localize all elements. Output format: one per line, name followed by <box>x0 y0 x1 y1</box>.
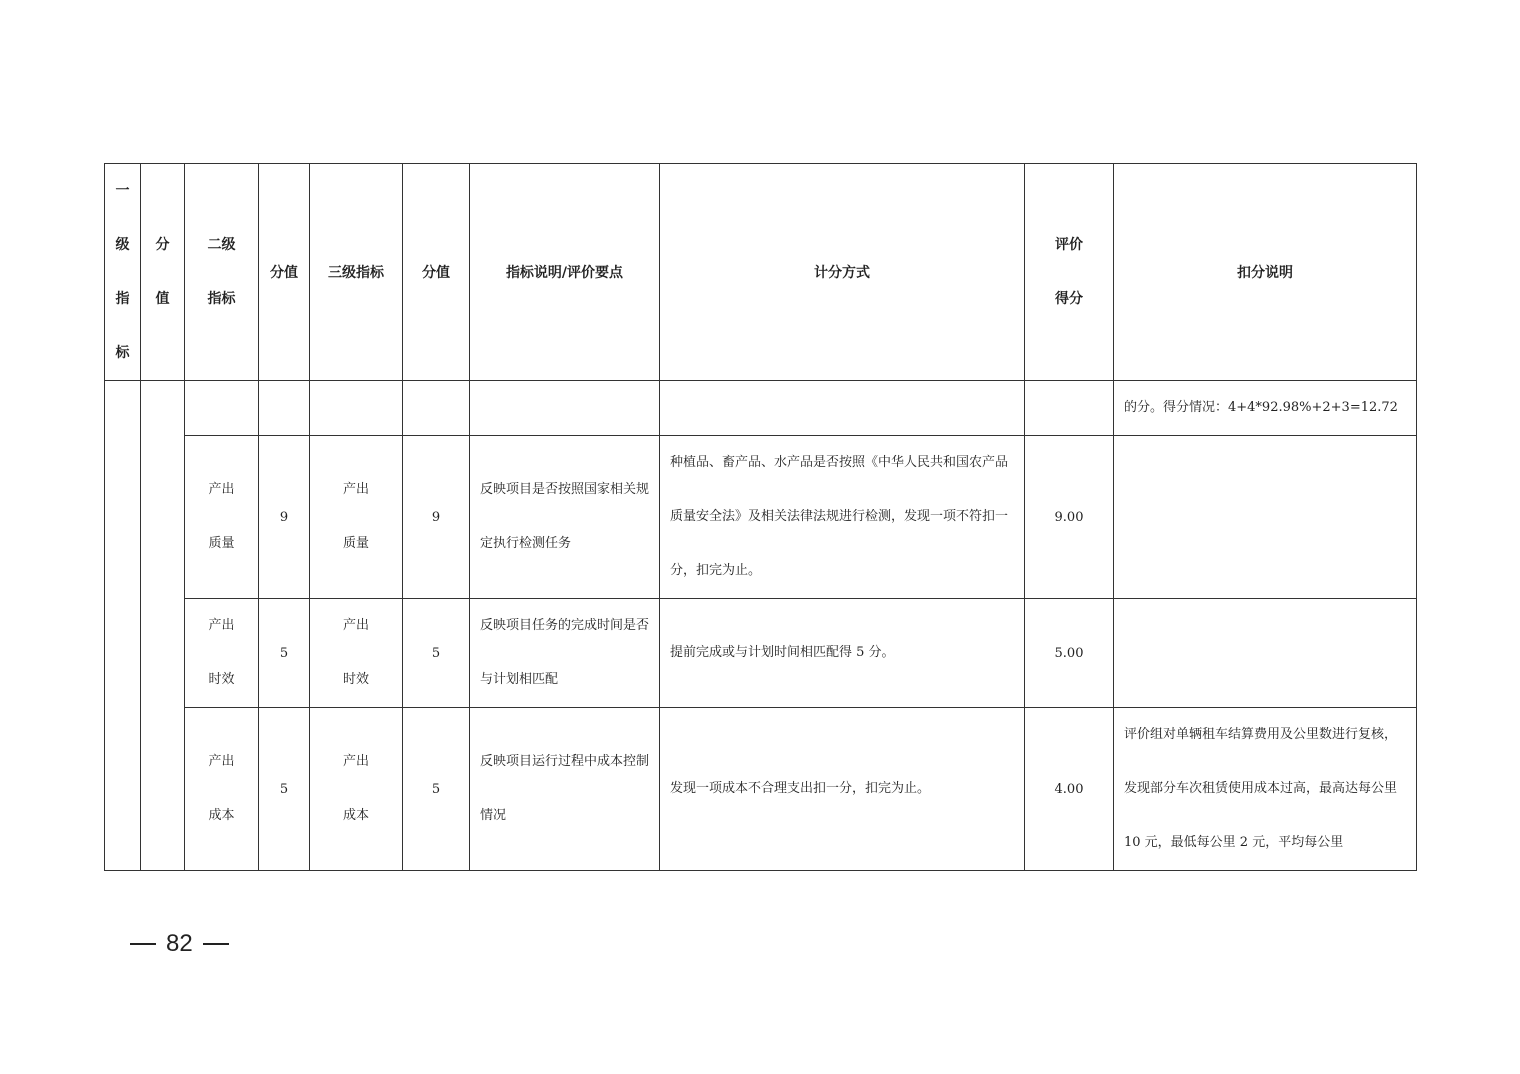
header-level3: 三级指标 <box>310 164 403 381</box>
deduction-cell <box>1114 599 1417 708</box>
level3-cell: 产出 时效 <box>310 599 403 708</box>
header-method: 计分方式 <box>660 164 1025 381</box>
page-number-left-dash <box>130 943 156 945</box>
level3-cell <box>310 381 403 436</box>
score2-cell <box>259 381 310 436</box>
score2-cell: 9 <box>259 436 310 599</box>
level3-cell: 产出 质量 <box>310 436 403 599</box>
method-cell: 发现一项成本不合理支出扣一分，扣完为止。 <box>660 708 1025 871</box>
score3-cell: 5 <box>403 708 470 871</box>
score3-cell: 9 <box>403 436 470 599</box>
level2-cell: 产出 质量 <box>185 436 259 599</box>
header-score2: 分值 <box>259 164 310 381</box>
deduction-cell: 评价组对单辆租车结算费用及公里数进行复核，发现部分车次租赁使用成本过高，最高达每公里 10 元，最低每公里 2 元，平均每公里 <box>1114 708 1417 871</box>
score3-cell: 5 <box>403 599 470 708</box>
level2-cell: 产出 时效 <box>185 599 259 708</box>
evaluation-table-page <box>104 163 1416 865</box>
evaluation-cell: 4.00 <box>1025 708 1114 871</box>
table-row <box>105 599 1417 708</box>
score1-cell <box>141 381 185 871</box>
performance-evaluation-table <box>104 163 1417 871</box>
level2-cell: 产出 成本 <box>185 708 259 871</box>
header-level2: 二级指标 <box>185 164 259 381</box>
header-score1: 分值 <box>141 164 185 381</box>
table-row <box>105 436 1417 599</box>
header-evaluation: 评价得分 <box>1025 164 1114 381</box>
method-cell <box>660 381 1025 436</box>
header-level1: 一级指标 <box>105 164 141 381</box>
level1-cell <box>105 381 141 871</box>
deduction-cell: 的分。得分情况：4+4*92.98%+2+3=12.72 <box>1114 381 1417 436</box>
evaluation-cell: 9.00 <box>1025 436 1114 599</box>
score2-cell: 5 <box>259 599 310 708</box>
method-cell: 种植品、畜产品、水产品是否按照《中华人民共和国农产品质量安全法》及相关法律法规进行检测，发现一项不符扣一分，扣完为止。 <box>660 436 1025 599</box>
header-row <box>105 164 1417 381</box>
level3-cell: 产出 成本 <box>310 708 403 871</box>
evaluation-cell: 5.00 <box>1025 599 1114 708</box>
header-description: 指标说明/评价要点 <box>470 164 660 381</box>
score3-cell <box>403 381 470 436</box>
description-cell: 反映项目是否按照国家相关规定执行检测任务 <box>470 436 660 599</box>
deduction-cell <box>1114 436 1417 599</box>
description-cell: 反映项目任务的完成时间是否与计划相匹配 <box>470 599 660 708</box>
header-score3: 分值 <box>403 164 470 381</box>
page-number-right-dash <box>203 943 229 945</box>
page-number <box>130 930 229 958</box>
level2-cell <box>185 381 259 436</box>
evaluation-cell <box>1025 381 1114 436</box>
page-number-value: 82 <box>166 930 193 957</box>
header-deduction: 扣分说明 <box>1114 164 1417 381</box>
table-row <box>105 381 1417 436</box>
method-cell: 提前完成或与计划时间相匹配得 5 分。 <box>660 599 1025 708</box>
score2-cell: 5 <box>259 708 310 871</box>
table-row <box>105 708 1417 871</box>
description-cell <box>470 381 660 436</box>
description-cell: 反映项目运行过程中成本控制情况 <box>470 708 660 871</box>
